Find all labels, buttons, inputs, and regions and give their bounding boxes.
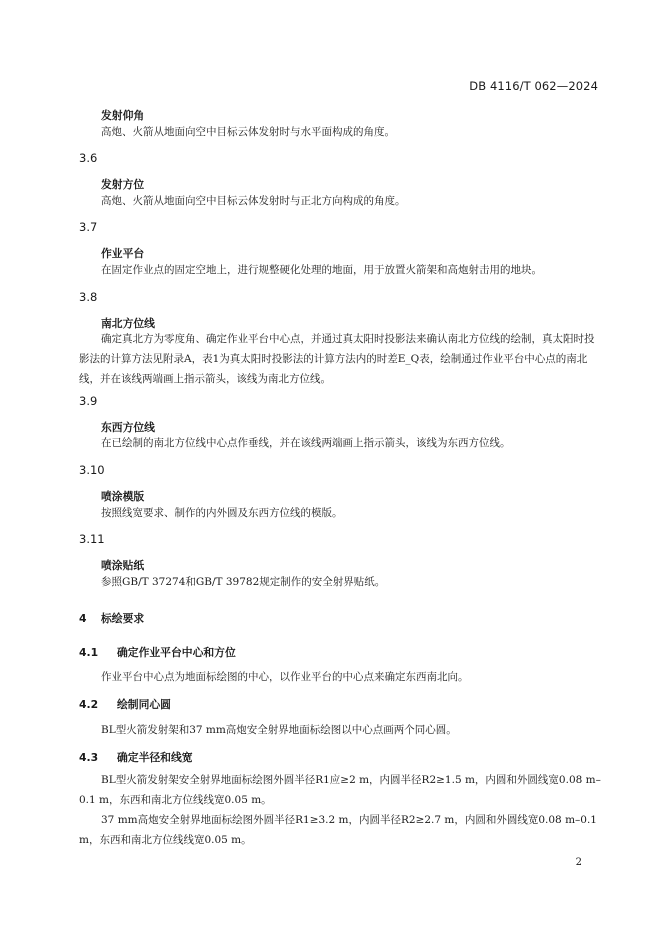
term-body: 按照线宽要求、制作的内外圆及东西方位线的模版。 — [101, 507, 343, 519]
paragraph: BL型火箭发射架安全射界地面标绘图外圆半径R1应≥2 m，内圆半径R2≥1.5 m，内圆和外圆线宽0.08 m–0.1 m，东西和南北方位线线宽0.05 m。 — [79, 774, 601, 806]
section-number: 4 — [79, 612, 87, 625]
subsection-heading — [79, 750, 193, 765]
term-body: 在固定作业点的固定空地上，进行规整硬化处理的地面，用于放置火箭架和高炮射击用的地块。 — [101, 264, 542, 276]
subsection-title: 确定半径和线宽 — [117, 751, 193, 764]
term-number: 3.10 — [79, 463, 105, 477]
term-title: 作业平台 — [101, 247, 145, 260]
paragraph: 37 mm高炮安全射界地面标绘图外圆半径R1≥3.2 m，内圆半径R2≥2.7 m，内圆和外圆线宽0.08 m–0.1 m，东西和南北方位线线宽0.05 m。 — [79, 814, 597, 846]
term-body: 在已绘制的南北方位线中心点作垂线，并在该线两端画上指示箭头，该线为东西方位线。 — [101, 437, 511, 449]
term-body: 参照GB/T 37274和GB/T 39782规定制作的安全射界贴纸。 — [101, 576, 386, 588]
term-body: 高炮、火箭从地面向空中目标云体发射时与水平面构成的角度。 — [101, 126, 395, 138]
subsection-title: 确定作业平台中心和方位 — [117, 646, 236, 659]
subsection-number: 4.3 — [79, 751, 99, 764]
term-number: 3.8 — [79, 290, 98, 304]
term-title: 南北方位线 — [101, 317, 155, 330]
term-number: 3.7 — [79, 220, 98, 234]
subsection-number: 4.1 — [79, 646, 99, 659]
term-title: 喷涂模版 — [101, 490, 145, 503]
section-heading — [79, 611, 144, 626]
term-body: 高炮、火箭从地面向空中目标云体发射时与正北方向构成的角度。 — [101, 195, 406, 207]
term-title: 东西方位线 — [101, 421, 155, 434]
subsection-heading — [79, 697, 171, 712]
standard-code: DB 4116/T 062—2024 — [469, 79, 598, 93]
term-number: 3.11 — [79, 532, 105, 546]
paragraph: 作业平台中心点为地面标绘图的中心，以作业平台的中心点来确定东西南北向。 — [101, 671, 469, 683]
term-title: 发射仰角 — [101, 109, 145, 122]
term-number: 3.6 — [79, 151, 98, 165]
subsection-title: 绘制同心圆 — [117, 698, 171, 711]
term-title: 发射方位 — [101, 178, 145, 191]
paragraph: BL型火箭发射架和37 mm高炮安全射界地面标绘图以中心点画两个同心圆。 — [101, 724, 457, 736]
subsection-heading — [79, 645, 236, 660]
term-title: 喷涂贴纸 — [101, 559, 145, 572]
section-title: 标绘要求 — [101, 612, 145, 625]
term-number: 3.9 — [79, 394, 98, 408]
page-number: 2 — [575, 857, 582, 868]
subsection-number: 4.2 — [79, 698, 99, 711]
term-body: 确定真北方为零度角、确定作业平台中心点，并通过真太阳时投影法来确认南北方位线的绘制，真太阳时投影法的计算方法见附录A，表1为真太阳时投影法的计算方法内的时差E_Q表，绘制通过作业平台中心点的南北线，并在该线两端画上指示箭头，该线为南北方位线。 — [79, 333, 595, 385]
